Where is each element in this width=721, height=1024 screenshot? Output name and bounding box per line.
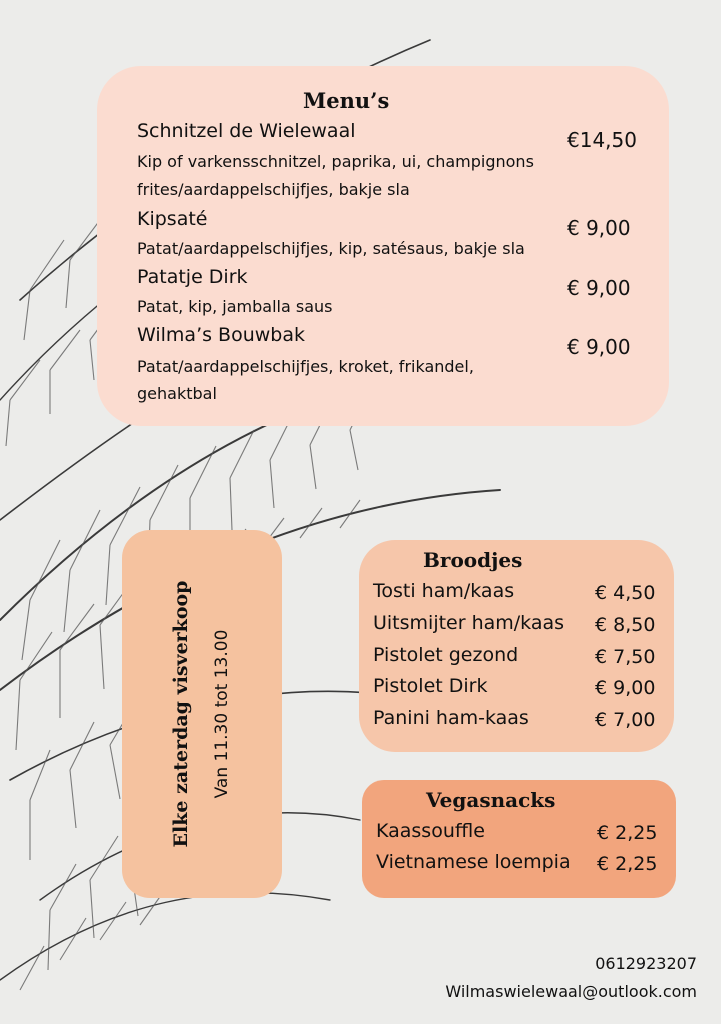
vegasnack-price: € 2,25 [597,853,658,875]
contact-email: Wilmaswielewaal@outlook.com [445,982,697,1001]
broodje-name: Pistolet gezond [373,644,519,666]
menu-item-price: € 9,00 [567,335,631,359]
visverkoop-card [122,530,282,898]
menu-item-desc: Patat/aardappelschijfjes, kip, satésaus, bakje sla [137,239,525,258]
menu-item-price: €14,50 [567,128,637,152]
broodje-name: Uitsmijter ham/kaas [373,612,565,634]
visverkoop-text-block [162,549,242,879]
vegasnacks-title: Vegasnacks [426,788,556,812]
broodjes-card [359,540,674,752]
broodje-price: € 7,50 [595,646,656,668]
broodje-name: Panini ham-kaas [373,707,529,729]
menu-item-desc: frites/aardappelschijfjes, bakje sla [137,180,410,199]
menu-item-desc: Patat, kip, jamballa saus [137,297,333,316]
menu-item-name: Patatje Dirk [137,266,248,288]
vegasnack-price: € 2,25 [597,822,658,844]
menu-item-name: Schnitzel de Wielewaal [137,120,356,142]
menu-item-desc: gehaktbal [137,384,217,403]
menu-item-price: € 9,00 [567,216,631,240]
vegasnacks-card [362,780,676,898]
menus-card [97,66,669,426]
menus-title: Menu’s [303,88,390,113]
broodje-name: Pistolet Dirk [373,675,488,697]
contact-phone: 0612923207 [595,954,697,973]
visverkoop-title: Elke zaterdag visverkoop [170,580,192,848]
menu-item-desc: Kip of varkensschnitzel, paprika, ui, champignons [137,152,534,171]
menu-item-price: € 9,00 [567,276,631,300]
broodje-price: € 8,50 [595,614,656,636]
menu-item-name: Kipsaté [137,208,208,230]
broodje-price: € 4,50 [595,582,656,604]
broodje-name: Tosti ham/kaas [373,580,515,602]
broodje-price: € 9,00 [595,677,656,699]
menu-item-name: Wilma’s Bouwbak [137,324,306,346]
vegasnack-name: Vietnamese loempia [376,851,571,873]
broodjes-title: Broodjes [423,548,523,572]
broodje-price: € 7,00 [595,709,656,731]
visverkoop-hours: Van 11.30 tot 13.00 [212,629,232,799]
vegasnack-name: Kaassouffle [376,820,485,842]
menu-item-desc: Patat/aardappelschijfjes, kroket, frikandel, [137,357,474,376]
